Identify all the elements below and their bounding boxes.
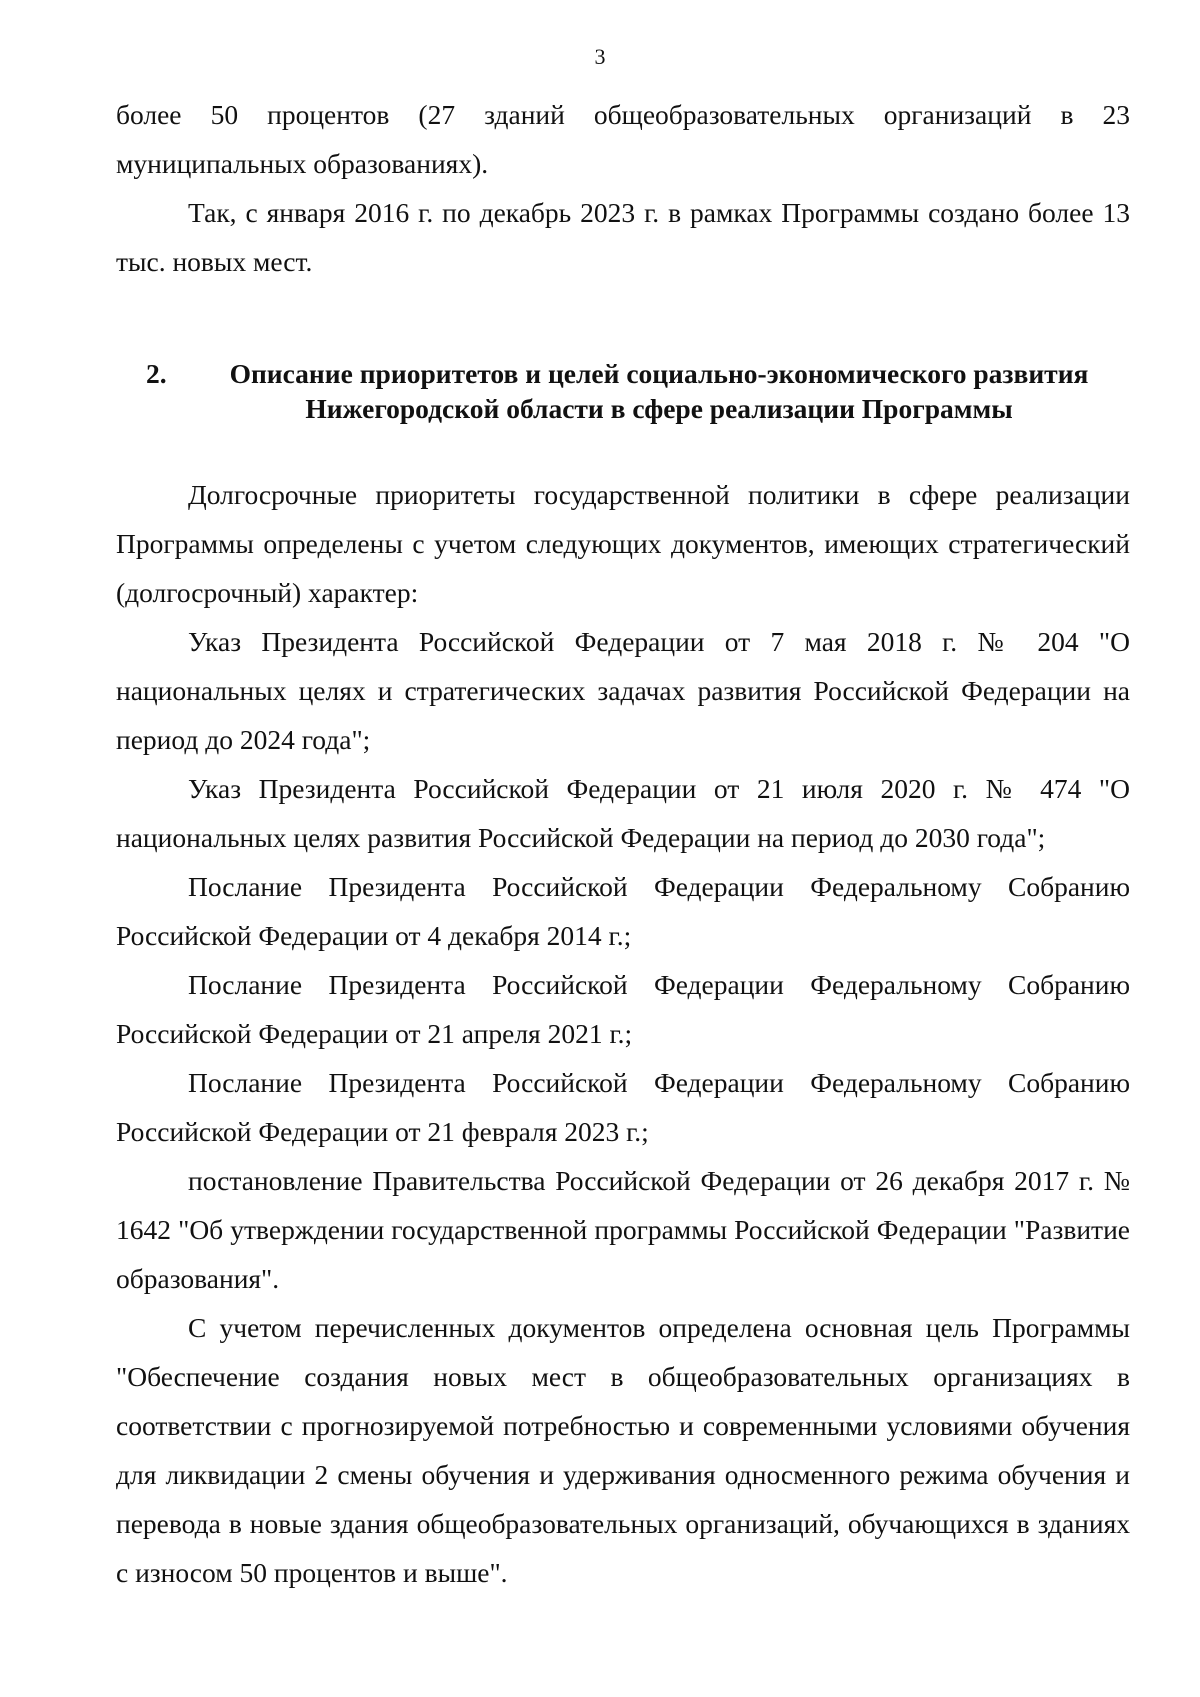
document-content [116, 90, 1130, 1597]
body-paragraph-3: Указ Президента Российской Федерации от 21 июля 2020 г. № 474 "О национальных целях развития Российской Федерации на период до 2030 года"; [116, 773, 1130, 853]
body-paragraph-8: С учетом перечисленных документов определена основная цель Программы "Обеспечение создания новых мест в общеобразовательных организациях в соответствии с прогнозируемой потребностью и современными условиями обучения для ликвидации 2 смены обучения и удерживания односменного режима обучения и перевода в новые здания общеобразовательных организаций, обучающихся в зданиях с износом 50 процентов и выше". [116, 1312, 1130, 1588]
body-paragraph-4: Послание Президента Российской Федерации Федеральному Собранию Российской Федерации от 4 декабря 2014 г.; [116, 871, 1130, 951]
body-paragraph-7: постановление Правительства Российской Федерации от 26 декабря 2017 г. № 1642 "Об утверждении государственной программы Российской Федерации "Развитие образования". [116, 1165, 1130, 1294]
section-title-line-1: Описание приоритетов и целей социально-экономического развития [229, 358, 1089, 389]
body-paragraph-6: Послание Президента Российской Федерации Федеральному Собранию Российской Федерации от 21 февраля 2023 г.; [116, 1067, 1130, 1147]
section-heading [116, 356, 1130, 426]
intro-paragraph-2: Так, с января 2016 г. по декабрь 2023 г. в рамках Программы создано более 13 тыс. новых мест. [116, 197, 1130, 277]
section-title-line-2: Нижегородской области в сфере реализации Программы [305, 393, 1013, 424]
body-paragraph-2: Указ Президента Российской Федерации от 7 мая 2018 г. № 204 "О национальных целях и стратегических задачах развития Российской Федерации на период до 2024 года"; [116, 626, 1130, 755]
section-number: 2. [146, 358, 167, 389]
intro-paragraph-1: более 50 процентов (27 зданий общеобразовательных организаций в 23 муниципальных образованиях). [116, 99, 1130, 179]
body-paragraph-1: Долгосрочные приоритеты государственной политики в сфере реализации Программы определены с учетом следующих документов, имеющих стратегический (долгосрочный) характер: [116, 479, 1130, 608]
page-number: 3 [594, 44, 606, 69]
body-paragraph-5: Послание Президента Российской Федерации Федеральному Собранию Российской Федерации от 21 апреля 2021 г.; [116, 969, 1130, 1049]
